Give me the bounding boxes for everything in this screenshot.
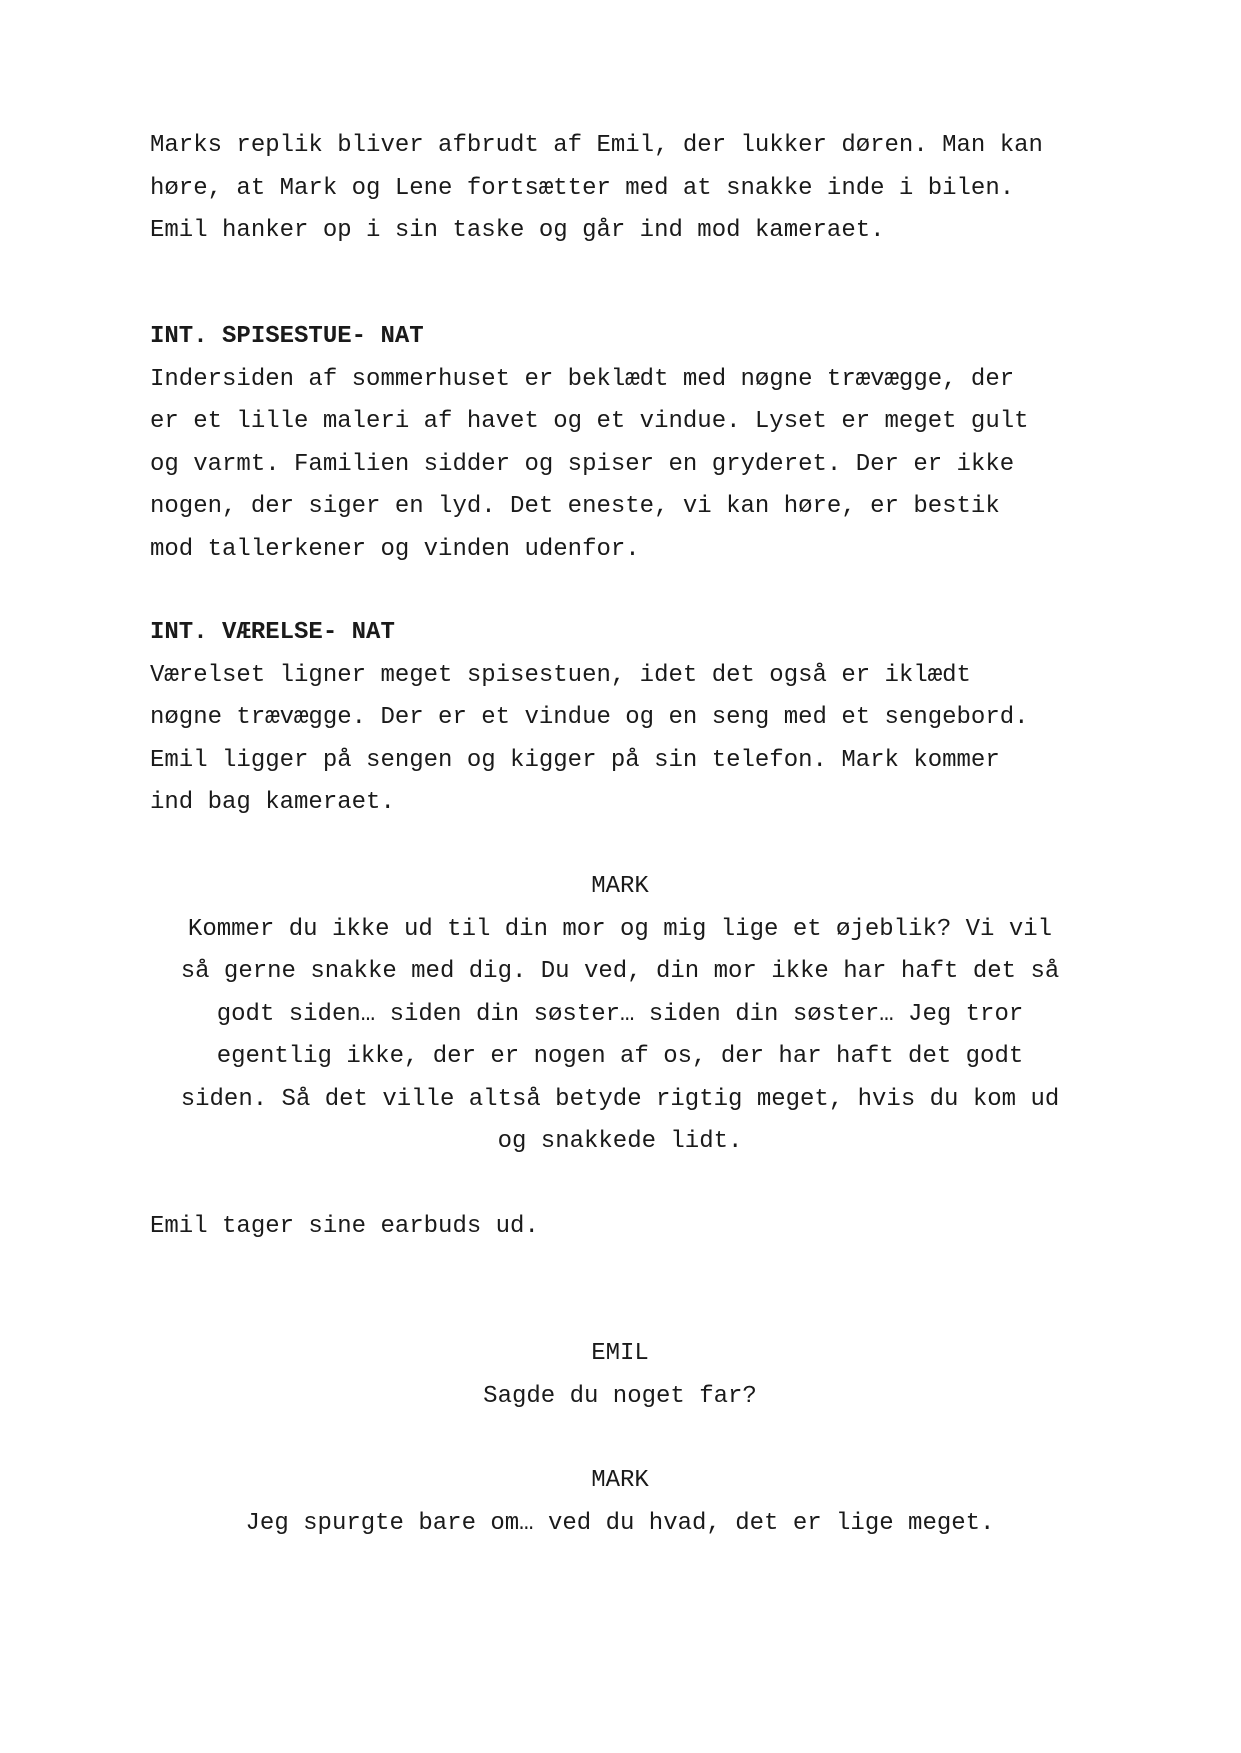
scene-spisestue bbox=[150, 316, 1090, 571]
action-line: Indersiden af sommerhuset er beklædt med nøgne trævægge, der bbox=[150, 365, 1015, 393]
action-line: Værelset ligner meget spisestuen, idet det også er iklædt bbox=[150, 661, 971, 689]
dialogue-line: så gerne snakke med dig. Du ved, din mor ikke har haft det så bbox=[180, 958, 1060, 985]
action-line: høre, at Mark og Lene fortsætter med at snakke inde i bilen. bbox=[150, 174, 1015, 202]
dialogue-mark-2 bbox=[150, 1460, 1090, 1545]
action-paragraph bbox=[150, 125, 1090, 253]
dialogue-line: Jeg spurgte bare om… ved du hvad, det er lige meget. bbox=[245, 1509, 995, 1537]
action-line: Marks replik bliver afbrudt af Emil, der lukker døren. Man kan bbox=[150, 132, 1043, 159]
scene-heading: INT. SPISESTUE- NAT bbox=[150, 323, 424, 350]
action-line: er et lille maleri af havet og et vindue. Lyset er meget gult bbox=[150, 408, 1029, 435]
action-line: nogen, der siger en lyd. Det eneste, vi kan høre, er bestik bbox=[150, 493, 1000, 520]
scene-heading: INT. VÆRELSE- NAT bbox=[150, 619, 395, 646]
scene-vaerelse bbox=[150, 612, 1090, 825]
action-line: og varmt. Familien sidder og spiser en gryderet. Der er ikke bbox=[150, 450, 1015, 478]
dialogue-line: Kommer du ikke ud til din mor og mig lige et øjeblik? Vi vil bbox=[187, 915, 1053, 943]
dialogue-mark-1 bbox=[150, 866, 1090, 1164]
dialogue-line: siden. Så det ville altså betyde rigtig meget, hvis du kom ud bbox=[180, 1085, 1060, 1113]
dialogue-emil bbox=[150, 1333, 1090, 1418]
character-name: MARK bbox=[591, 1467, 649, 1494]
character-name: MARK bbox=[591, 873, 649, 900]
dialogue-line: og snakkede lidt. bbox=[497, 1128, 743, 1155]
dialogue-line: godt siden… siden din søster… siden din søster… Jeg tror bbox=[216, 1000, 1024, 1028]
action-paragraph bbox=[150, 1206, 1090, 1249]
dialogue-line: egentlig ikke, der er nogen af os, der har haft det godt bbox=[216, 1043, 1024, 1070]
dialogue-line: Sagde du noget far? bbox=[483, 1382, 757, 1410]
character-name: EMIL bbox=[591, 1340, 649, 1367]
action-line: Emil tager sine earbuds ud. bbox=[150, 1213, 539, 1240]
action-line: Emil ligger på sengen og kigger på sin telefon. Mark kommer bbox=[150, 746, 1000, 774]
action-line: nøgne trævægge. Der er et vindue og en seng med et sengebord. bbox=[150, 704, 1029, 731]
action-line: mod tallerkener og vinden udenfor. bbox=[150, 535, 640, 563]
action-line: ind bag kameraet. bbox=[150, 789, 395, 816]
action-line: Emil hanker op i sin taske og går ind mod kameraet. bbox=[150, 217, 885, 244]
